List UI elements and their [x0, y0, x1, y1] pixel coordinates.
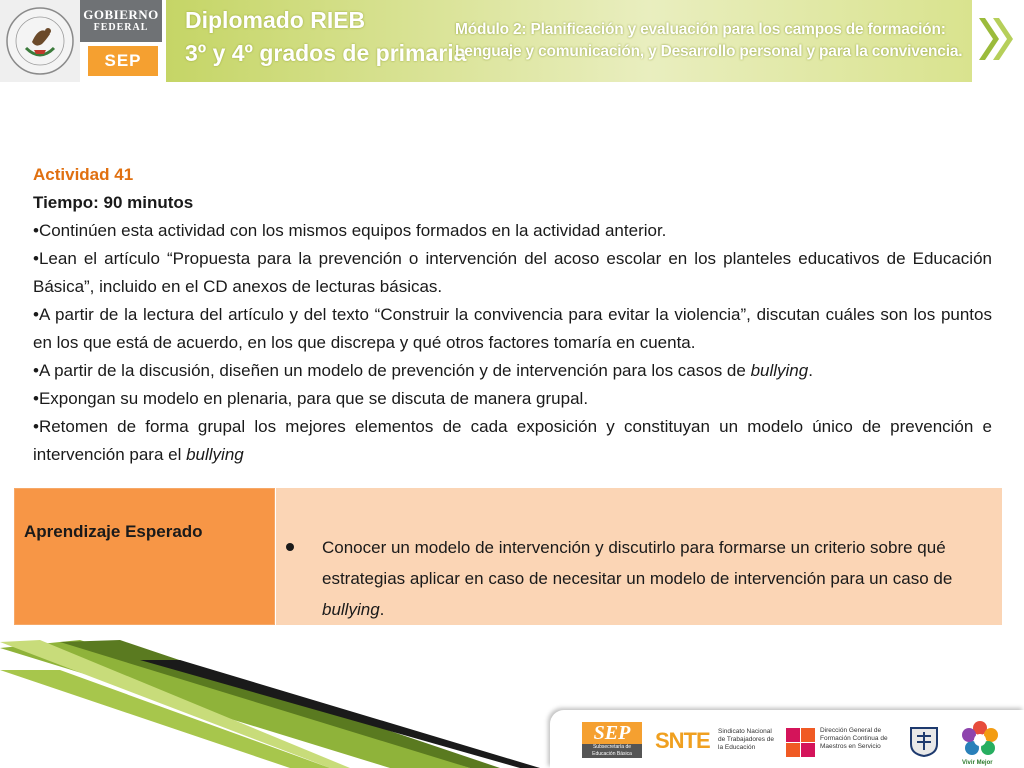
grades-title: 3º y 4º grados de primaria [185, 40, 467, 66]
activity-bullet: •Lean el artículo “Propuesta para la prevención o intervención del acoso escolar en los planteles educativos de Educación Básica”, incluido en el CD anexos de lecturas básicas. [33, 249, 992, 296]
bullet-text: •A partir de la discusión, diseñen un modelo de prevención y de intervención para los casos de [33, 361, 751, 380]
snte-text: Sindicato Nacional de Trabajadores de la Educación [718, 728, 775, 751]
diplomado-title: Diplomado RIEB [185, 7, 366, 33]
activity-section [33, 161, 992, 469]
eagle-seal-icon [4, 4, 76, 78]
bullying-term: bullying [322, 600, 380, 619]
bullet-dot-icon [286, 543, 294, 551]
activity-bullet [33, 357, 992, 385]
vivir-mejor-label: Vivir Mejor [962, 760, 993, 766]
learning-text: Conocer un modelo de intervención y discutirlo para formarse un criterio sobre qué estrategias aplicar en caso de necesitar un modelo de intervención para un caso de [322, 538, 953, 588]
dgfc-logo [786, 728, 816, 758]
expected-learning-table [14, 488, 1002, 625]
module-line-2: Lenguaje y comunicación, y Desarrollo personal y para la convivencia. [455, 43, 963, 60]
expected-learning-label-cell [14, 488, 275, 625]
gobierno-line-1: GOBIERNO [83, 7, 159, 22]
dgfc-text: Dirección General de Formación Continua de Maestros en Servicio [820, 727, 888, 750]
module-line-1: Módulo 2: Planificación y evaluación para los campos de formación: [455, 21, 946, 38]
vivir-mejor-flower-icon [960, 720, 1000, 760]
next-chevron-icon[interactable] [975, 14, 1019, 64]
bullying-term: bullying [750, 361, 809, 380]
gobierno-federal-logo [80, 0, 162, 42]
activity-bullet: •Continúen esta actividad con los mismos equipos formados en la actividad anterior. [33, 221, 667, 240]
sep-logo: SEP [88, 46, 158, 76]
bullet-text: •Retomen de forma grupal los mejores elementos de cada exposición y constituyan un modelo único de prevención e intervención para el [33, 417, 992, 464]
sep-sub-text: Subsecretaría de Educación Básica [582, 744, 642, 758]
header [0, 0, 1024, 82]
expected-learning-label: Aprendizaje Esperado [24, 522, 203, 541]
activity-time: Tiempo: 90 minutos [33, 193, 194, 212]
activity-bullet [33, 413, 992, 469]
activity-bullet: •Expongan su modelo en plenaria, para que se discuta de manera grupal. [33, 389, 589, 408]
bullet-end: . [808, 361, 813, 380]
expected-learning-text [322, 532, 992, 625]
gobierno-line-2: FEDERAL [93, 22, 149, 33]
activity-title: Actividad 41 [33, 165, 134, 184]
sep-footer-mark: SEP [582, 722, 642, 744]
unam-shield-icon [907, 724, 941, 758]
footer-logos [550, 710, 1024, 768]
learning-end: . [379, 600, 385, 619]
mexico-seal [0, 0, 80, 82]
snte-logo: SNTE [655, 728, 710, 753]
module-title [455, 19, 962, 63]
sep-footer-logo [582, 722, 642, 758]
activity-bullet: •A partir de la lectura del artículo y del texto “Construir la convivencia para evitar la violencia”, discutan cuáles son los puntos en los que está de acuerdo, en los que discrepa y qué otros factores tomaría en cuenta. [33, 305, 992, 352]
bullying-term: bullying [186, 445, 244, 464]
